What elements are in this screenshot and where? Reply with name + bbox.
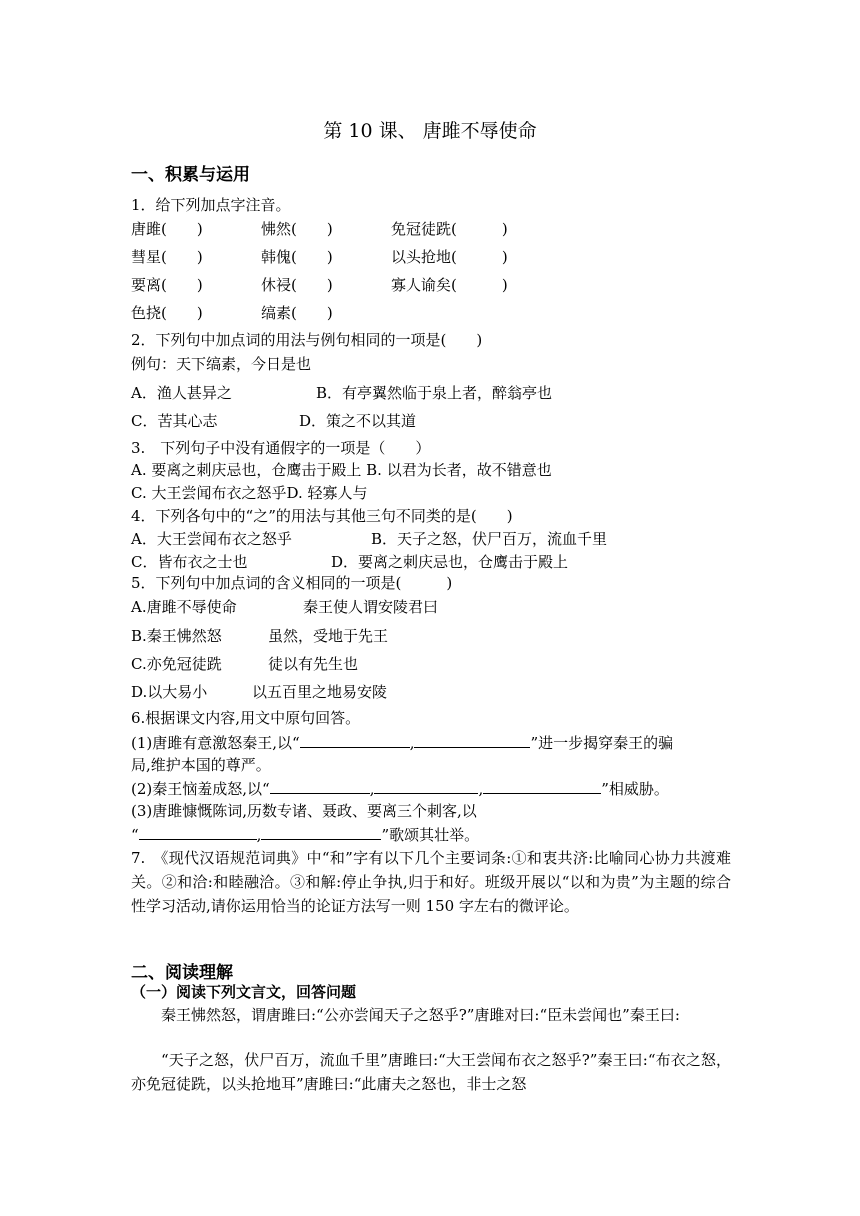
q1-item: 韩傀( ) — [261, 248, 333, 266]
q2-option-a: A．渔人甚异之 — [131, 384, 232, 402]
q2-example: 例句：天下缟素，今日是也 — [131, 355, 312, 373]
answer-blank[interactable] — [483, 778, 601, 794]
q3-options-cd: C. 大王尝闻布衣之怒乎D. 轻寡人与 — [131, 484, 368, 502]
q4-option-d: D．要离之刺庆忌也，仓鹰击于殿上 — [331, 553, 569, 571]
q6-part-1-tail: ”进一步揭穿秦王的骗 — [530, 734, 674, 752]
answer-blank[interactable] — [300, 732, 410, 748]
open-quote: “ — [131, 826, 139, 844]
q1-stem: 1．给下列加点字注音。 — [131, 196, 291, 214]
q1-item: 缟素( ) — [261, 304, 333, 322]
q6-part-3-cont — [131, 824, 479, 845]
q1-item: 寡人谕矣( ) — [391, 276, 508, 294]
q4-stem: 4．下列各句中的“之”的用法与其他三句不同类的是( ) — [131, 507, 513, 525]
answer-blank[interactable] — [270, 778, 370, 794]
q6-part-1-text: (1)唐雎有意激怒秦王,以“ — [131, 734, 300, 752]
q1-item: 唐雎( ) — [131, 220, 203, 238]
q1-item: 彗星( ) — [131, 248, 203, 266]
q6-stem: 6.根据课文内容,用文中原句回答。 — [131, 709, 361, 727]
q2-stem: 2．下列句中加点词的用法与例句相同的一项是( ) — [131, 331, 483, 349]
q6-part-3: (3)唐雎慷慨陈词,历数专诸、聂政、要离三个刺客,以 — [131, 802, 477, 820]
q6-part-1 — [131, 732, 673, 753]
q3-options-ab: A. 要离之刺庆忌也，仓鹰击于殿上 B. 以君为长者，故不错意也 — [131, 461, 552, 479]
q5-option-d: D.以大易小 — [131, 683, 208, 701]
q5-option-a: A.唐雎不辱使命 — [131, 598, 237, 616]
q4-option-a: A．大王尝闻布衣之怒乎 — [131, 530, 292, 548]
comma: , — [478, 780, 484, 798]
q5-option-c: C.亦免冠徒跣 — [131, 655, 222, 673]
q1-item: 休祲( ) — [261, 276, 333, 294]
page-title: 第 10 课、 唐雎不辱使命 — [323, 120, 537, 142]
answer-blank[interactable] — [261, 824, 381, 840]
q6-part-2-text: (2)秦王恼羞成怒,以“ — [131, 780, 270, 798]
comma: , — [256, 826, 262, 844]
q4-option-c: C．皆布衣之士也 — [131, 553, 248, 571]
q2-option-c: C．苦其心志 — [131, 412, 218, 430]
q5-option-c-compare: 徒以有先生也 — [268, 655, 359, 673]
q2-option-b: B．有亭翼然临于泉上者，醉翁亭也 — [316, 384, 553, 402]
answer-blank[interactable] — [139, 824, 257, 840]
answer-blank[interactable] — [374, 778, 478, 794]
q1-item: 以头抢地( ) — [391, 248, 508, 266]
q6-part-2-tail: ”相威胁。 — [601, 780, 669, 798]
q5-option-b: B.秦王怫然怒 — [131, 627, 222, 645]
q5-option-a-compare: 秦王使人谓安陵君曰 — [303, 598, 439, 616]
q6-part-3-tail: ”歌颂其壮举。 — [381, 826, 480, 844]
q1-item: 色挠( ) — [131, 304, 203, 322]
q6-part-2 — [131, 778, 669, 799]
passage-paragraph: “天子之怒，伏尸百万，流血千里”唐雎曰:“大王尝闻布衣之怒乎?”秦王曰:“布衣之怒，亦免冠徒跣，以头抢地耳”唐雎曰:“此庸夫之怒也，非士之怒 — [131, 1051, 731, 1093]
comma: , — [409, 734, 415, 752]
answer-blank[interactable] — [414, 732, 530, 748]
q2-option-d: D．策之不以其道 — [299, 412, 417, 430]
passage-paragraph: 秦王怫然怒，谓唐雎曰:“公亦尝闻天子之怒乎?”唐雎对曰:“臣未尝闻也”秦王曰: — [161, 1006, 680, 1024]
q5-stem: 5．下列句中加点词的含义相同的一项是( ) — [131, 574, 453, 592]
q1-item: 要离( ) — [131, 276, 203, 294]
q1-item: 怫然( ) — [261, 220, 333, 238]
q5-option-d-compare: 以五百里之地易安陵 — [252, 683, 388, 701]
q7-text: 7. 《现代汉语规范词典》中“和”字有以下几个主要词条:①和衷共济:比喻同心协力共渡难关。②和洽:和睦融洽。③和解:停止争执,归于和好。班级开展以“以和为贵”为主题的综合性学习活动,请你运用恰当的论证方法写一则 150 字左右的微评论。 — [131, 849, 731, 915]
q4-option-b: B．天子之怒，伏尸百万，流血千里 — [371, 530, 608, 548]
q1-item: 免冠徒跣( ) — [391, 220, 508, 238]
section-heading-2: 二、阅读理解 — [131, 963, 233, 983]
section-heading-1: 一、积累与运用 — [131, 165, 250, 185]
q5-option-b-compare: 虽然，受地于先王 — [268, 627, 389, 645]
q6-part-1-cont: 局,维护本国的尊严。 — [131, 756, 271, 774]
q3-stem: 3. 下列句子中没有通假字的一项是（ ） — [131, 439, 431, 457]
subsection-heading: （一）阅读下列文言文，回答问题 — [131, 983, 357, 1001]
comma: , — [369, 780, 375, 798]
